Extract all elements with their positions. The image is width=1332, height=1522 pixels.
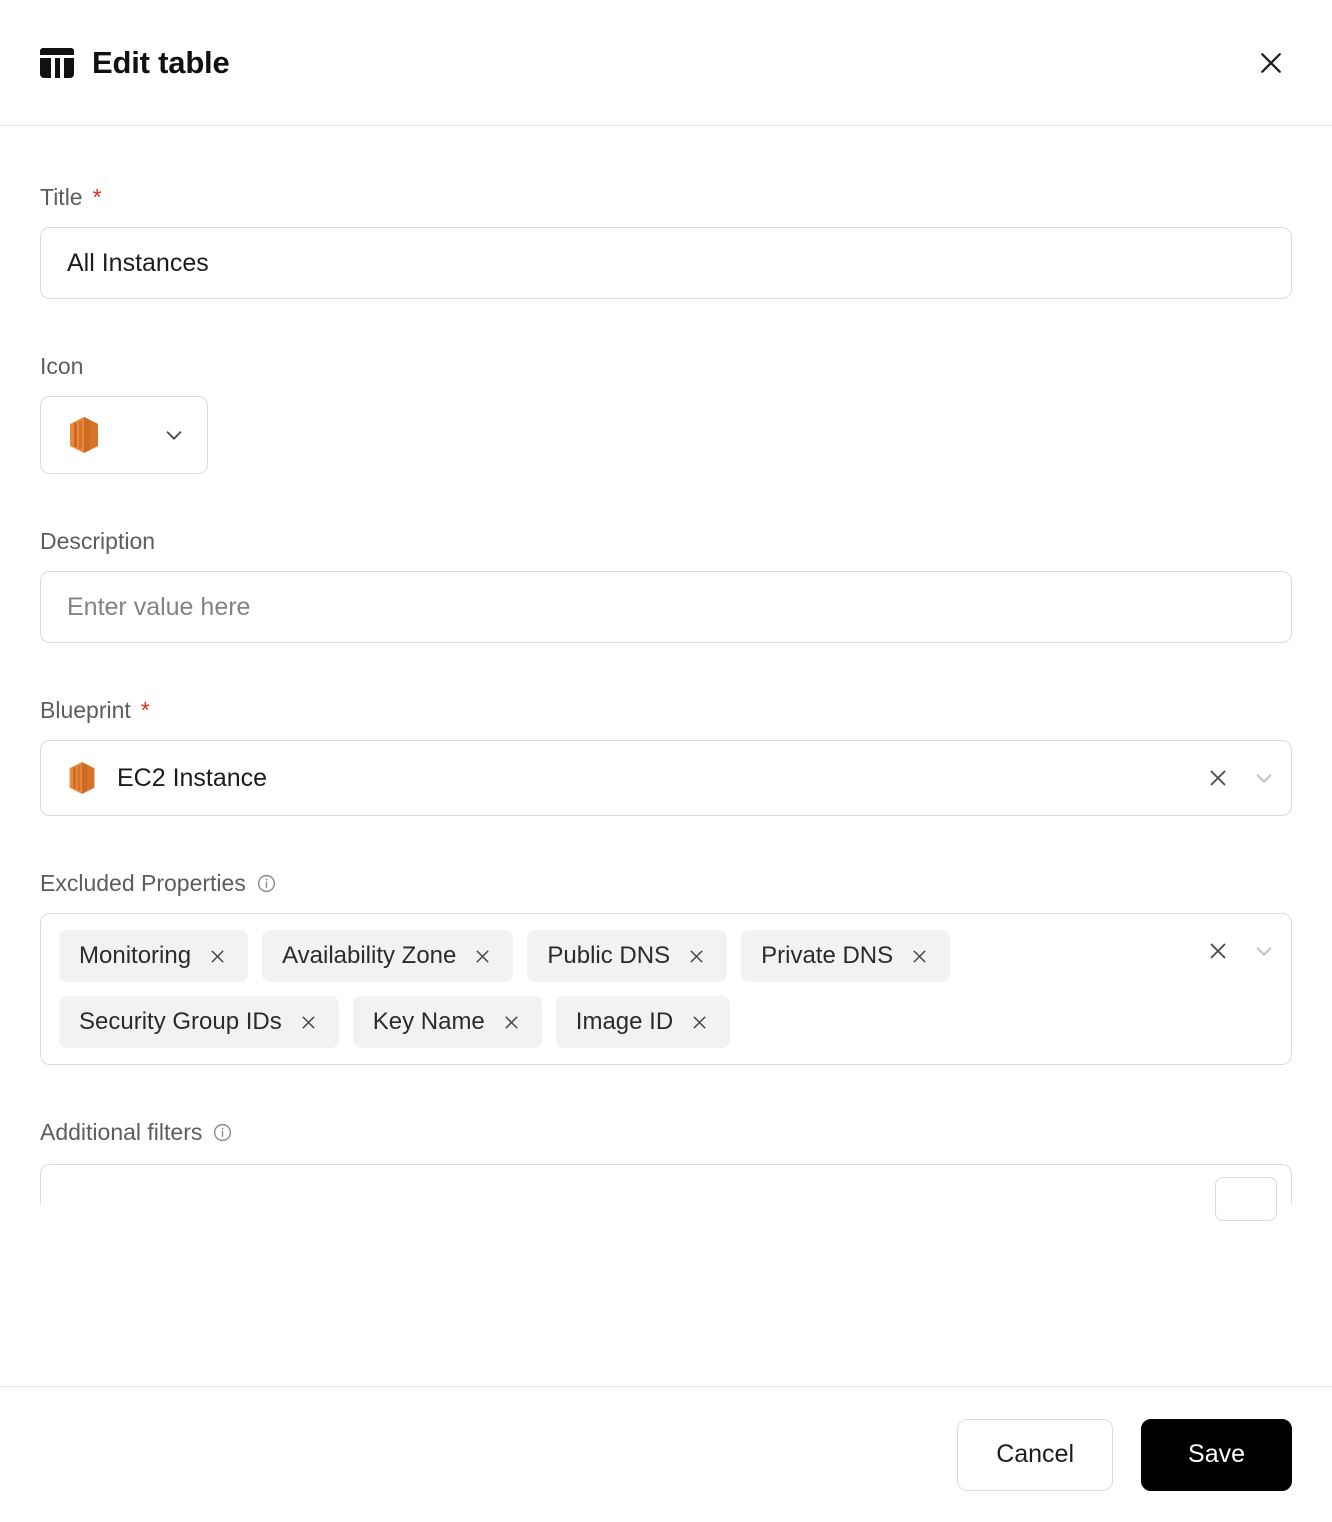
chevron-down-icon[interactable] [163,424,185,446]
title-field [40,184,1292,299]
title-input[interactable] [40,227,1292,299]
info-icon[interactable] [212,1122,233,1143]
required-mark: * [140,697,150,723]
icon-field [40,353,1292,474]
chip-label: Public DNS [547,942,671,969]
chip-label: Monitoring [79,942,192,969]
header-left [40,45,230,81]
clear-blueprint-icon[interactable] [1205,765,1231,791]
icon-label-text: Icon [40,353,84,379]
blueprint-field [40,697,1292,816]
additional-filters-editor[interactable] [40,1164,1292,1204]
modal-header [0,0,1332,126]
chip-label: Security Group IDs [79,1008,282,1035]
excluded-properties-label [40,870,1292,897]
chip-label: Private DNS [761,942,894,969]
remove-chip-icon[interactable] [472,946,493,967]
description-input[interactable] [40,571,1292,643]
excluded-properties-field [40,870,1292,1065]
cancel-button[interactable]: Cancel [957,1419,1113,1491]
chip[interactable] [59,996,339,1048]
title-label [40,184,1292,211]
chip[interactable] [556,996,730,1048]
close-icon[interactable] [1254,46,1288,80]
blueprint-select-actions [1193,765,1275,791]
chip-label: Availability Zone [282,942,457,969]
remove-chip-icon[interactable] [909,946,930,967]
excluded-properties-label-text: Excluded Properties [40,870,246,896]
modal-footer [0,1386,1332,1522]
chevron-down-icon[interactable] [1253,767,1275,789]
excluded-properties-chips [59,930,1191,1048]
description-label [40,528,1292,555]
blueprint-selected-value [67,760,1193,796]
additional-filters-toolbar-button[interactable] [1215,1177,1277,1221]
page-title: Edit table [92,44,230,80]
remove-chip-icon[interactable] [207,946,228,967]
table-icon [40,48,74,78]
chip[interactable] [262,930,513,982]
blueprint-label [40,697,1292,724]
remove-chip-icon[interactable] [686,946,707,967]
modal-body [0,126,1332,1386]
blueprint-label-text: Blueprint [40,697,131,723]
remove-chip-icon[interactable] [501,1012,522,1033]
chip[interactable] [59,930,248,982]
blueprint-value-text: EC2 Instance [117,763,268,792]
save-button[interactable]: Save [1141,1419,1292,1491]
chip[interactable] [527,930,727,982]
chip[interactable] [741,930,950,982]
description-label-text: Description [40,528,156,554]
excluded-properties-select[interactable] [40,913,1292,1065]
icon-label [40,353,1292,380]
chip-label: Image ID [575,1008,674,1035]
clear-excluded-properties-icon[interactable] [1205,938,1231,964]
blueprint-select[interactable] [40,740,1292,816]
required-mark: * [92,184,102,210]
chevron-down-icon[interactable] [1253,940,1275,962]
info-icon[interactable] [256,873,277,894]
description-field [40,528,1292,643]
remove-chip-icon[interactable] [298,1012,319,1033]
additional-filters-field [40,1119,1292,1204]
chip[interactable] [353,996,542,1048]
aws-ec2-icon [67,760,97,796]
remove-chip-icon[interactable] [689,1012,710,1033]
chip-label: Key Name [372,1008,485,1035]
aws-ec2-icon [67,415,101,455]
additional-filters-label-text: Additional filters [40,1119,203,1145]
icon-select[interactable] [40,396,208,474]
additional-filters-label [40,1119,1292,1146]
title-label-text: Title [40,184,83,210]
excluded-properties-actions [1191,930,1275,964]
